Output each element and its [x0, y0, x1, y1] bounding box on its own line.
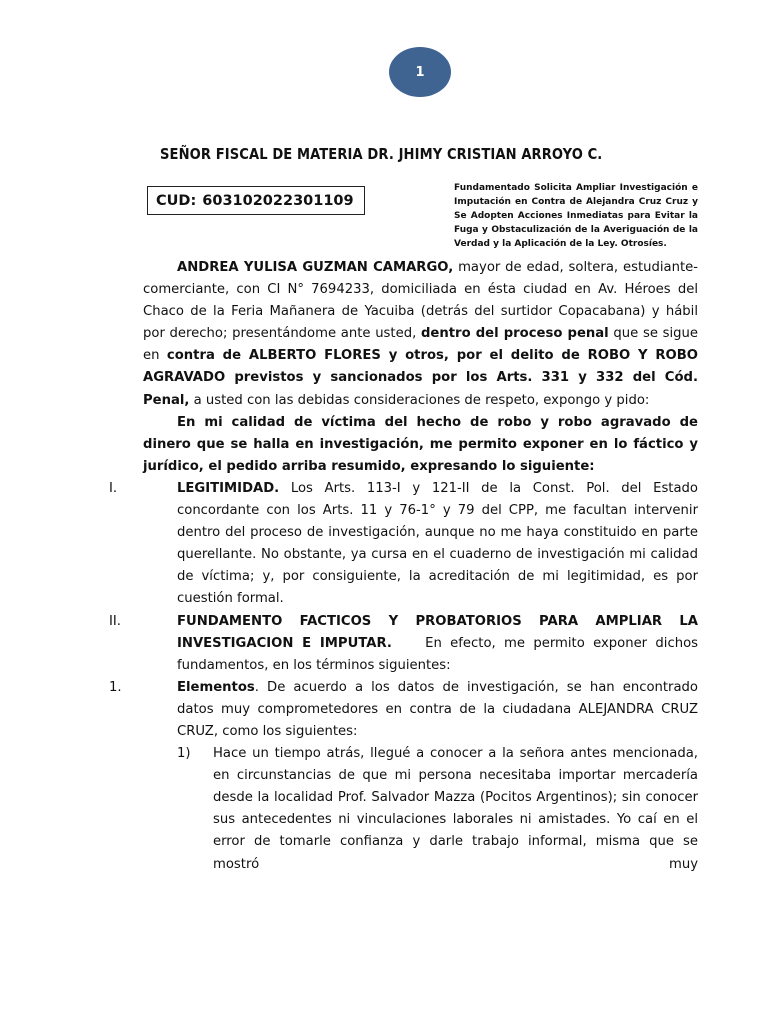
- section-text: Los Arts. 113-I y 121-II de la Const. Pol. del Estado concordante con los Arts. 11 y 76-1° y 79 del CPP, me facultan intervenir dentro del proceso de investigación, aunque no me haya constituido en parte querellante. No obstante, ya cursa en el cuaderno de investigación mi calidad de víctima; y, por consiguiente, la acreditación de mi legitimidad, es por cuestión formal.: [177, 480, 698, 607]
- intro-text-3: a usted con las debidas consideraciones de respeto, expongo y pido:: [189, 392, 650, 408]
- item-text: . De acuerdo a los datos de investigación, se han encontrado datos muy comprometedores en contra de la ciudadana ALEJANDRA CRUZ CRUZ, como los siguientes:: [177, 679, 698, 739]
- section-title: FUNDAMENTO FACTICOS Y PROBATORIOS PARA AMPLIAR LA INVESTIGACION E IMPUTAR.: [177, 613, 698, 651]
- item-marker: 1.: [109, 679, 122, 695]
- subitem-marker: 1): [177, 746, 191, 762]
- petitioner-name: ANDREA YULISA GUZMAN CAMARGO,: [177, 260, 454, 275]
- subitem-text: Hace un tiempo atrás, llegué a conocer a la señora antes mencionada, en circunstancias de que mi persona necesitaba importar mercadería desde la localidad Prof. Salvador Mazza (Pocitos Argentinos); sin conocer sus antecedentes ni vinculaciones laborales ni amistades. Yo caí en el error de tomarle confianza y darle trabajo informal, misma que se mostró muy: [213, 746, 698, 872]
- item-title: Elementos: [177, 679, 255, 695]
- intro-bold-1: dentro del proceso penal: [420, 326, 609, 342]
- subitem-1: [177, 743, 698, 876]
- victim-paragraph: [143, 412, 698, 478]
- section-legitimidad: [109, 478, 698, 611]
- document-body: [109, 257, 703, 876]
- petition-summary: Fundamentado Solicita Ampliar Investigación e Imputación en Contra de Alejandra Cruz Cruz y Se Adopten Acciones Inmediatas para Evitar la Fuga y Obstaculización de la Averiguación de la Verdad y la Aplicación de la Ley. Otrosíes.: [454, 183, 698, 249]
- section-text: En efecto, me permito exponer dichos fundamentos, en los términos siguientes:: [177, 635, 703, 673]
- document-heading: SEÑOR FISCAL DE MATERIA DR. JHIMY CRISTIAN ARROYO C.: [160, 145, 603, 163]
- page-number-badge: 1: [389, 47, 451, 97]
- section-fundamento: [109, 611, 703, 677]
- section-title: LEGITIMIDAD.: [177, 480, 280, 496]
- item-elementos: [109, 677, 698, 743]
- intro-paragraph: [143, 257, 698, 412]
- intro-text-2: que se sigue en: [143, 326, 699, 364]
- intro-bold-2: contra de ALBERTO FLORES y otros, por el delito de ROBO Y ROBO AGRAVADO previstos y sancionados por los Arts. 331 y 332 del Cód. Penal,: [143, 348, 698, 408]
- victim-paragraph-text: En mi calidad de víctima del hecho de robo y robo agravado de dinero que se halla en investigación, me permito exponer en lo fáctico y jurídico, el pedido arriba resumido, expresando lo siguiente:: [143, 414, 698, 474]
- cud-box: [147, 186, 365, 215]
- intro-text-1: mayor de edad, soltera, estudiante-comerciante, con CI N° 7694233, domiciliada en ésta ciudad en Av. Héroes del Chaco de la Feria Mañanera de Yacuiba (detrás del surtidor Copacabana) y hábil por derecho; presentándome ante usted,: [143, 260, 698, 342]
- section-marker: I.: [109, 480, 118, 496]
- cud-label: CUD:: [156, 192, 197, 209]
- section-marker: II.: [109, 613, 121, 629]
- cud-value: 603102022301109: [202, 192, 354, 209]
